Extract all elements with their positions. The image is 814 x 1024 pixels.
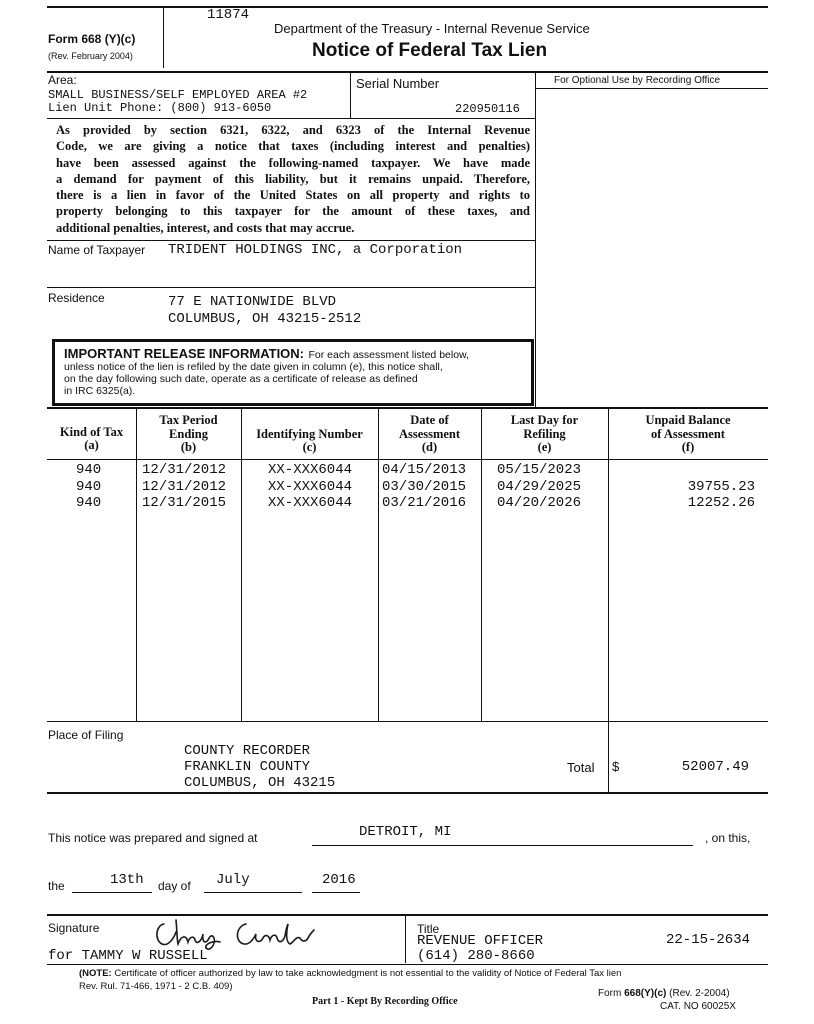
residence-line-2: COLUMBUS, OH 43215-2512 bbox=[168, 311, 362, 327]
table-top-rule bbox=[47, 407, 768, 409]
release-info-text: For each assessment listed below, bbox=[308, 349, 469, 361]
area-bottom-rule bbox=[47, 118, 535, 119]
signature-label: Signature bbox=[48, 921, 100, 935]
serial-number-value: 220950116 bbox=[455, 102, 520, 116]
refiling-date-cell: 05/15/2023 bbox=[497, 462, 582, 478]
kind-of-tax-cell: 940 bbox=[76, 462, 102, 478]
on-this-label: , on this, bbox=[705, 831, 751, 845]
release-info-line-3: on the day following such date, operate as a certificate of release as defined bbox=[64, 373, 418, 385]
statement-line: As provided by section 6321, 6322, and 6323 of the Internal Revenue bbox=[56, 123, 530, 137]
area-serial-divider bbox=[350, 71, 351, 118]
form-right-border bbox=[535, 71, 536, 407]
footer-revenue-ruling: Rev. Rul. 71-466, 1971 - 2 C.B. 409) bbox=[79, 981, 233, 992]
optional-box-rule bbox=[535, 88, 768, 89]
table-bottom-rule bbox=[47, 721, 768, 722]
lien-statement bbox=[56, 122, 530, 236]
balance-cell: 39755.23 bbox=[687, 479, 755, 495]
taxpayer-label: Name of Taxpayer bbox=[48, 243, 146, 257]
title-label: Title bbox=[417, 922, 440, 936]
footer-part-label: Part 1 - Kept By Recording Office bbox=[312, 996, 458, 1007]
place-of-filing-label: Place of Filing bbox=[48, 728, 124, 742]
footer-note bbox=[79, 968, 621, 979]
refiling-date-cell: 04/29/2025 bbox=[497, 479, 582, 495]
table-header-rule bbox=[47, 459, 768, 460]
table-row bbox=[0, 495, 814, 512]
column-header-last-day-for-refiling: Last Day for Refiling (e) bbox=[510, 413, 579, 454]
top-rule bbox=[47, 6, 768, 8]
total-amount: 52007.49 bbox=[681, 759, 749, 775]
identifying-number-cell: XX-XXX6044 bbox=[268, 479, 353, 495]
currency-symbol: $ bbox=[612, 759, 620, 774]
department-name: Department of the Treasury - Internal Revenue Service bbox=[274, 21, 590, 36]
balance-cell: 12252.26 bbox=[687, 495, 755, 511]
officer-title: REVENUE OFFICER bbox=[417, 933, 544, 949]
residence-line-1: 77 E NATIONWIDE BLVD bbox=[168, 294, 337, 310]
form-number: Form 668 (Y)(c) bbox=[48, 32, 136, 46]
signature-bottom-rule bbox=[47, 964, 768, 965]
table-row bbox=[0, 462, 814, 479]
kind-of-tax-cell: 940 bbox=[76, 479, 102, 495]
footer-note-bold: (NOTE: bbox=[79, 968, 112, 979]
statement-bottom-rule bbox=[47, 240, 535, 241]
header-divider bbox=[163, 6, 164, 68]
statement-line: Code, we are giving a notice that taxes (including interest and penalties) bbox=[56, 139, 530, 154]
signed-day: 13th bbox=[110, 872, 144, 888]
release-info-title: IMPORTANT RELEASE INFORMATION: bbox=[64, 346, 305, 361]
tax-period-cell: 12/31/2012 bbox=[142, 479, 227, 495]
month-underline bbox=[204, 892, 302, 893]
day-of-label: day of bbox=[158, 879, 191, 893]
for-officer-name: for TAMMY W RUSSELL bbox=[48, 948, 208, 964]
assessment-date-cell: 03/21/2016 bbox=[382, 495, 467, 511]
residence-label: Residence bbox=[48, 291, 105, 305]
signed-year: 2016 bbox=[322, 872, 356, 888]
column-header-identifying-number: Identifying Number (c) bbox=[256, 426, 363, 454]
signature-title-divider bbox=[405, 914, 406, 963]
area-label: Area: bbox=[48, 73, 77, 87]
place-underline bbox=[312, 845, 693, 846]
column-header-unpaid-balance: Unpaid Balance of Assessment (f) bbox=[645, 413, 731, 454]
day-underline bbox=[72, 892, 152, 893]
footer-note-text: Certificate of officer authorized by law to take acknowledgment is not essential to the validity of Notice of Federal Tax lien bbox=[114, 968, 622, 979]
prepared-place: DETROIT, MI bbox=[359, 824, 452, 840]
officer-id: 22-15-2634 bbox=[666, 932, 751, 948]
statement-line: property belonging to this taxpayer for the amount of these taxes, and bbox=[56, 204, 530, 219]
tax-period-cell: 12/31/2012 bbox=[142, 462, 227, 478]
assessment-date-cell: 03/30/2015 bbox=[382, 479, 467, 495]
form-revision: (Rev. February 2004) bbox=[48, 51, 133, 61]
column-header-tax-period: Tax Period Ending (b) bbox=[159, 413, 218, 454]
filing-office-line-1: COUNTY RECORDER bbox=[184, 743, 311, 759]
identifying-number-cell: XX-XXX6044 bbox=[268, 462, 353, 478]
kind-of-tax-cell: 940 bbox=[76, 495, 102, 511]
identifying-number-cell: XX-XXX6044 bbox=[268, 495, 353, 511]
filing-office-line-3: COLUMBUS, OH 43215 bbox=[184, 775, 336, 791]
footer-form-number: Form 668(Y)(c) (Rev. 2-2004) bbox=[598, 988, 730, 999]
serial-number-label: Serial Number bbox=[356, 76, 440, 91]
release-info-line-2: unless notice of the lien is refiled by the date given in column (e), this notice shall, bbox=[64, 361, 443, 373]
filing-office-line-2: FRANKLIN COUNTY bbox=[184, 759, 311, 775]
officer-phone: (614) 280-8660 bbox=[417, 948, 535, 964]
statement-line: have been assessed against the following-named taxpayer. We have made bbox=[56, 155, 530, 170]
year-underline bbox=[312, 892, 360, 893]
statement-line: a demand for payment of this liability, but it remains unpaid. Therefore, bbox=[56, 171, 530, 186]
column-header-kind-of-tax: Kind of Tax (a) bbox=[59, 424, 124, 452]
the-label: the bbox=[48, 879, 65, 893]
assessment-date-cell: 04/15/2013 bbox=[382, 462, 467, 478]
optional-use-label: For Optional Use by Recording Office bbox=[554, 75, 721, 86]
area-name: SMALL BUSINESS/SELF EMPLOYED AREA #2 bbox=[48, 88, 308, 102]
column-header-date-of-assessment: Date of Assessment (d) bbox=[398, 413, 461, 454]
document-number: 11874 bbox=[207, 7, 250, 23]
filing-bottom-rule bbox=[47, 792, 768, 794]
signed-month: July bbox=[216, 872, 250, 888]
tax-period-cell: 12/31/2015 bbox=[142, 495, 227, 511]
prepared-at-label: This notice was prepared and signed at bbox=[48, 831, 258, 845]
taxpayer-name: TRIDENT HOLDINGS INC, a Corporation bbox=[168, 242, 463, 258]
statement-line: there is a lien in favor of the United States on all property and rights to bbox=[56, 188, 530, 203]
footer-catalog-number: CAT. NO 60025X bbox=[660, 1001, 736, 1012]
statement-line: additional penalties, interest, and costs that may accrue. bbox=[56, 220, 355, 235]
refiling-date-cell: 04/20/2026 bbox=[497, 495, 582, 511]
page-title: Notice of Federal Tax Lien bbox=[312, 40, 548, 61]
lien-unit-phone: Lien Unit Phone: (800) 913-6050 bbox=[48, 101, 272, 115]
table-row bbox=[0, 479, 814, 496]
release-info-line-4: in IRC 6325(a). bbox=[64, 385, 136, 397]
header-bottom-rule bbox=[47, 71, 768, 73]
total-label: Total bbox=[567, 760, 595, 775]
taxpayer-bottom-rule bbox=[47, 287, 535, 288]
